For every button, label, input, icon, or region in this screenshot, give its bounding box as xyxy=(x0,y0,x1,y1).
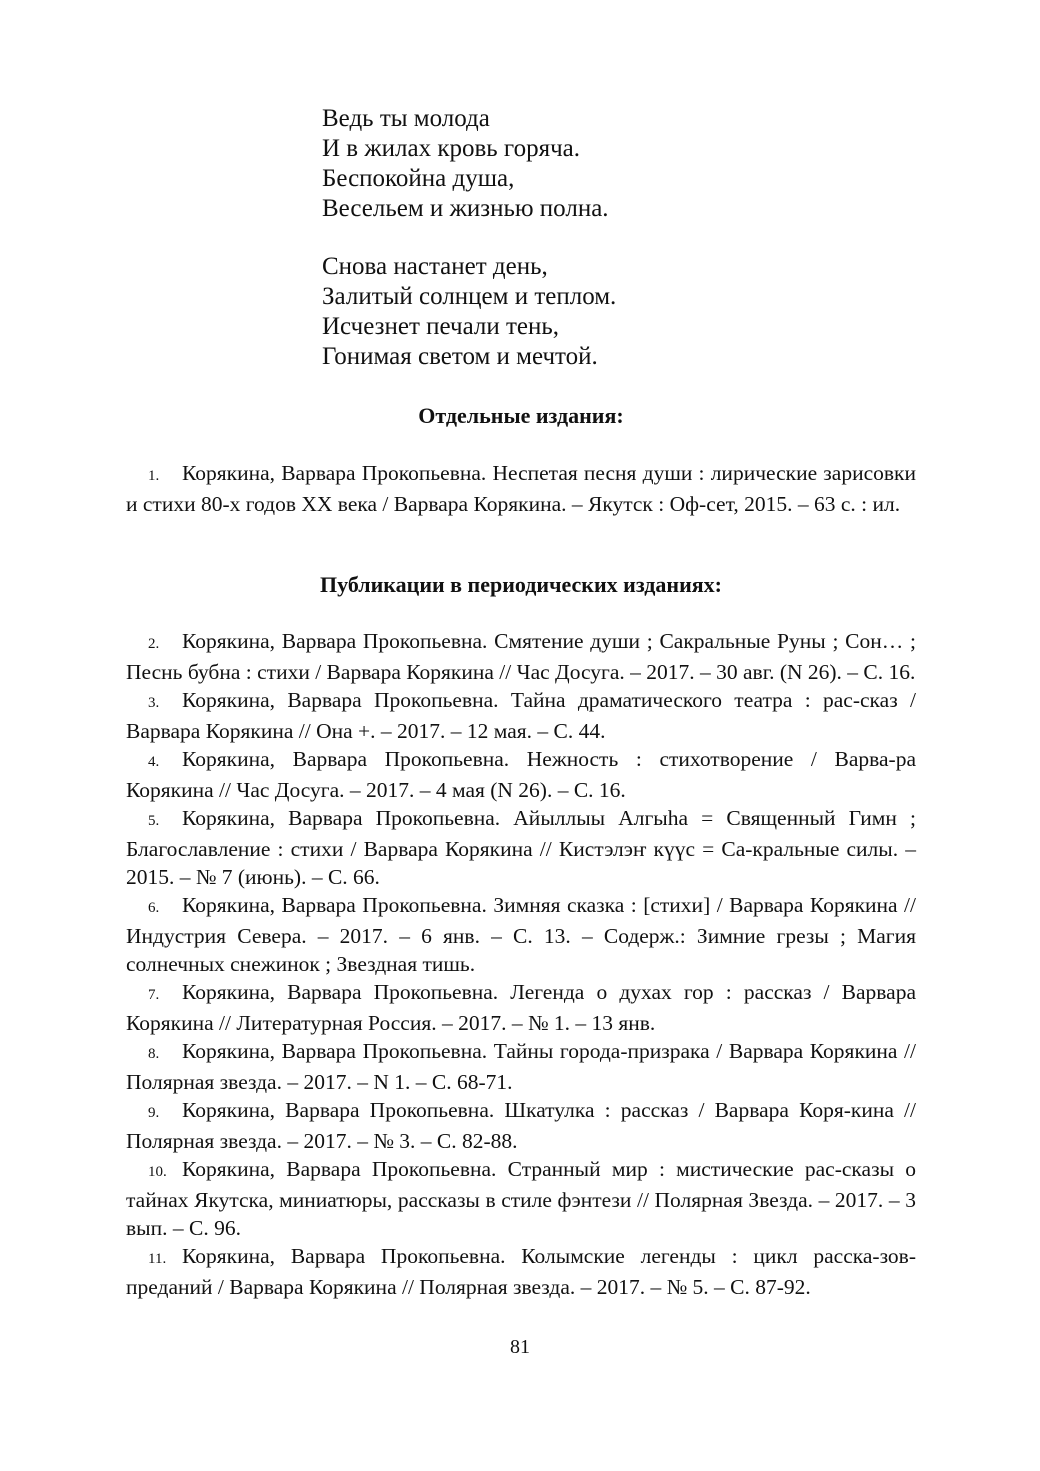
poem xyxy=(322,104,616,372)
poem-line: Весельем и жизнью полна. xyxy=(322,195,609,222)
poem-stanza xyxy=(322,104,616,224)
entry-number: 9. xyxy=(148,1105,160,1121)
poem-stanza xyxy=(322,252,616,372)
entry-number: 8. xyxy=(148,1046,160,1062)
entry-text: Корякина, Варвара Прокопьевна. Тайна драматического театра : рас-сказ / Варвара Корякина // Она +. – 2017. – 12 мая. – С. 44. xyxy=(126,688,916,743)
entry-text: Корякина, Варвара Прокопьевна. Нежность : стихотворение / Варва-ра Корякина // Час Досуга. – 2017. – 4 мая (N 26). – С. 16. xyxy=(126,747,916,802)
entry-number: 5. xyxy=(148,813,160,829)
page-number: 81 xyxy=(510,1336,530,1358)
poem-line: И в жилах кровь горяча. xyxy=(322,135,580,162)
entry-number: 1. xyxy=(148,468,160,484)
entry-number: 6. xyxy=(148,900,160,916)
entry-number: 3. xyxy=(148,695,160,711)
bibliography-entry xyxy=(126,804,916,891)
section-heading-separate-editions: Отдельные издания: xyxy=(418,403,624,428)
entry-text: Корякина, Варвара Прокопьевна. Шкатулка : рассказ / Варвара Коря-кина // Полярная звезда. – 2017. – № 3. – С. 82-88. xyxy=(126,1098,916,1153)
bibliography-entry xyxy=(126,459,916,518)
entry-number: 10. xyxy=(148,1164,167,1180)
bibliography-entry xyxy=(126,1096,916,1155)
section-heading-periodicals: Публикации в периодических изданиях: xyxy=(320,572,722,597)
bibliography-entry xyxy=(126,627,916,686)
poem-line: Залитый солнцем и теплом. xyxy=(322,283,617,310)
entry-text: Корякина, Варвара Прокопьевна. Смятение души ; Сакральные Руны ; Сон… ; Песнь бубна : стихи / Варвара Корякина // Час Досуга. – 2017. – 30 авг. (N 26). – С. 16. xyxy=(126,629,916,684)
poem-line: Снова настанет день, xyxy=(322,253,548,280)
bibliography-entry xyxy=(126,1155,916,1242)
poem-line: Гонимая светом и мечтой. xyxy=(322,343,598,370)
entry-number: 11. xyxy=(148,1251,167,1267)
entry-text: Корякина, Варвара Прокопьевна. Странный мир : мистические рас-сказы о тайнах Якутска, миниатюры, рассказы в стиле фэнтези // Полярная Звезда. – 2017. – 3 вып. – С. 96. xyxy=(126,1157,916,1240)
entry-text: Корякина, Варвара Прокопьевна. Неспетая песня души : лирические зарисовки и стихи 80-х годов XX века / Варвара Корякина. – Якутск : Оф-сет, 2015. – 63 с. : ил. xyxy=(126,461,916,516)
bibliography-entry xyxy=(126,1242,916,1301)
entry-text: Корякина, Варвара Прокопьевна. Тайны города-призрака / Варвара Корякина // Полярная звезда. – 2017. – N 1. – С. 68-71. xyxy=(126,1039,916,1094)
poem-line: Ведь ты молода xyxy=(322,105,490,132)
bibliography-entry xyxy=(126,745,916,804)
poem-line: Исчезнет печали тень, xyxy=(322,313,560,340)
bibliography-list-periodicals xyxy=(126,627,916,1301)
entry-number: 4. xyxy=(148,754,160,770)
bibliography-entry xyxy=(126,1037,916,1096)
entry-text: Корякина, Варвара Прокопьевна. Легенда о духах гор : рассказ / Варвара Корякина // Литературная Россия. – 2017. – № 1. – 13 янв. xyxy=(126,980,916,1035)
entry-text: Корякина, Варвара Прокопьевна. Зимняя сказка : [стихи] / Варвара Корякина // Индустрия Севера. – 2017. – 6 янв. – С. 13. – Содерж.: Зимние грезы ; Магия солнечных снежинок ; Звездная тишь. xyxy=(126,893,916,976)
entry-number: 2. xyxy=(148,636,160,652)
bibliography-entry xyxy=(126,686,916,745)
bibliography-entry xyxy=(126,978,916,1037)
entry-text: Корякина, Варвара Прокопьевна. Айыллыы Алгыhа = Священный Гимн ; Благославление : стихи / Варвара Корякина // Кистэлэҥ күүс = Са-кральные силы. – 2015. – № 7 (июнь). – С. 66. xyxy=(126,806,916,889)
entry-text: Корякина, Варвара Прокопьевна. Колымские легенды : цикл расска-зов-преданий / Варвара Корякина // Полярная звезда. – 2017. – № 5. – С. 87-92. xyxy=(126,1244,916,1299)
poem-line: Беспокойна душа, xyxy=(322,165,515,192)
entry-number: 7. xyxy=(148,987,160,1003)
bibliography-list-separate-editions xyxy=(126,459,916,518)
bibliography-entry xyxy=(126,891,916,978)
